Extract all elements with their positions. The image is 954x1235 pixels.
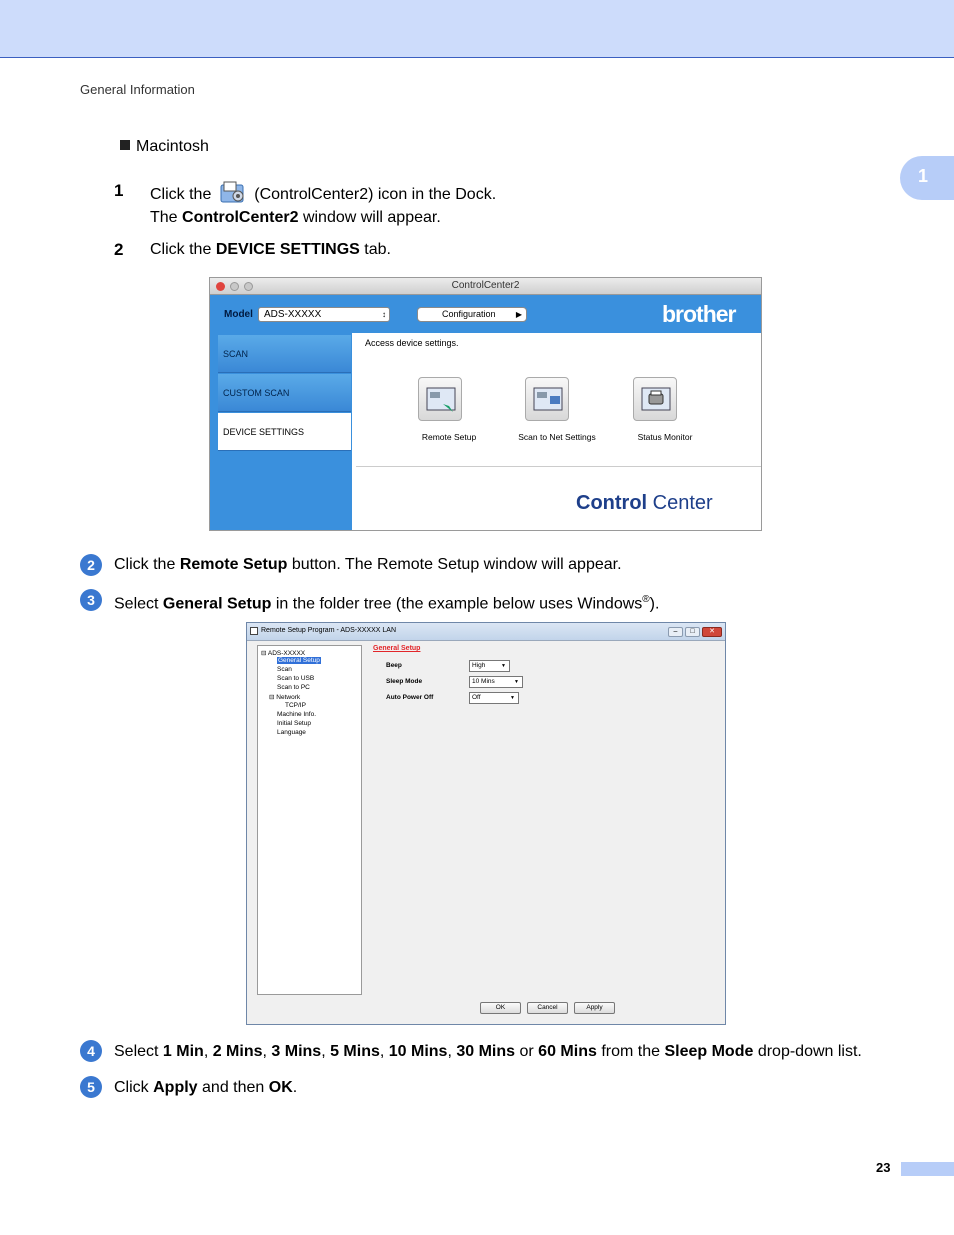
circled-step-number: 3 xyxy=(80,589,102,611)
triangle-right-icon: ▶ xyxy=(515,310,522,319)
tree-root[interactable]: ⊟ ADS-XXXXX xyxy=(261,650,306,657)
beep-select[interactable]: High ▼ xyxy=(469,660,510,672)
remote-setup-label: Remote Setup xyxy=(421,432,477,442)
cc-description: Access device settings. xyxy=(365,338,459,348)
brother-logo: brother xyxy=(662,301,736,327)
cc-divider xyxy=(356,466,762,467)
cc-sidebar xyxy=(210,333,352,531)
circled-step-number: 5 xyxy=(80,1076,102,1098)
configuration-button[interactable]: Configuration ▶ xyxy=(417,307,527,322)
chapter-tab xyxy=(900,156,954,200)
cc-titlebar xyxy=(210,278,761,295)
controlcenter2-window xyxy=(209,277,762,531)
rs-titlebar xyxy=(247,623,725,641)
circled-step-5-text: Click Apply and then OK. xyxy=(114,1079,298,1096)
status-monitor-label: Status Monitor xyxy=(637,432,693,442)
top-header-band xyxy=(0,0,954,58)
tab-device-settings[interactable]: DEVICE SETTINGS xyxy=(218,413,351,451)
section-title: General Setup xyxy=(373,645,421,652)
remote-setup-icon xyxy=(418,377,462,421)
stepper-icon: ↕ xyxy=(382,310,386,319)
controlcenter2-icon xyxy=(218,180,248,206)
tree-item-language[interactable]: Language xyxy=(277,729,306,736)
step-number: 2 xyxy=(114,240,124,259)
circled-step-4-text: Select 1 Min, 2 Mins, 3 Mins, 5 Mins, 10 Mins, 30 Mins or 60 Mins from the Sleep Mode drop-down list. xyxy=(114,1043,862,1060)
tree-item-machine-info[interactable]: Machine Info. xyxy=(277,711,317,718)
circled-step-number: 2 xyxy=(80,554,102,576)
tab-custom-scan[interactable]: CUSTOM SCAN xyxy=(218,374,351,412)
sleep-mode-label: Sleep Mode xyxy=(386,678,423,685)
scan-to-net-button[interactable] xyxy=(517,377,577,425)
scan-to-net-icon xyxy=(525,377,569,421)
page-number-bar xyxy=(901,1162,954,1176)
cc-window-title: ControlCenter2 xyxy=(451,280,520,291)
tree-item-scan-to-usb[interactable]: Scan to USB xyxy=(277,675,315,682)
dropdown-arrow-icon: ▼ xyxy=(501,663,506,669)
tree-item-network[interactable]: ⊟ Network xyxy=(269,694,301,701)
tree-item-general-setup[interactable]: General Setup xyxy=(278,657,320,664)
circled-step-3-text: Select General Setup in the folder tree (the example below uses Windows®). xyxy=(114,594,660,613)
model-label: Model xyxy=(224,309,253,320)
auto-power-off-label: Auto Power Off xyxy=(386,694,434,701)
square-bullet-icon xyxy=(120,140,130,150)
minimize-icon[interactable]: – xyxy=(668,627,683,637)
cc-toolbar xyxy=(210,295,762,333)
scan-to-net-label: Scan to Net Settings xyxy=(518,432,596,442)
circled-step-2-text: Click the Remote Setup button. The Remote Setup window will appear. xyxy=(114,556,622,573)
chapter-number: 1 xyxy=(918,166,929,186)
controlcenter-logo: Control Center xyxy=(576,492,713,514)
beep-label: Beep xyxy=(386,662,402,669)
bullet-macintosh: Macintosh xyxy=(120,138,209,156)
model-select[interactable]: ADS-XXXXX ↕ xyxy=(258,307,390,322)
step-1-text: Click the (ControlCenter2) icon in the Dock. The ControlCenter2 window will appear. xyxy=(150,180,496,229)
remote-setup-button[interactable] xyxy=(410,377,470,425)
page-number: 23 xyxy=(876,1160,891,1175)
running-header: General Information xyxy=(80,82,195,97)
rs-window-title: Remote Setup Program - ADS-XXXXX LAN xyxy=(261,627,396,634)
dropdown-arrow-icon: ▼ xyxy=(514,679,519,685)
close-icon[interactable]: ✕ xyxy=(702,627,722,637)
sleep-mode-select[interactable]: 10 Mins ▼ xyxy=(469,676,523,688)
step-number: 1 xyxy=(114,181,124,200)
circled-step-number: 4 xyxy=(80,1040,102,1062)
status-monitor-button[interactable] xyxy=(625,377,685,425)
app-icon xyxy=(250,627,258,635)
tree-item-scan[interactable]: Scan xyxy=(277,666,292,673)
apply-button[interactable]: Apply xyxy=(574,1002,615,1014)
dropdown-arrow-icon: ▼ xyxy=(510,695,515,701)
tree-item-tcpip[interactable]: TCP/IP xyxy=(285,702,306,709)
cancel-button[interactable]: Cancel xyxy=(527,1002,568,1014)
tab-scan[interactable]: SCAN xyxy=(218,335,351,373)
maximize-icon[interactable]: □ xyxy=(685,627,700,637)
folder-tree xyxy=(257,645,362,995)
tree-item-initial-setup[interactable]: Initial Setup xyxy=(277,720,311,727)
tree-item-scan-to-pc[interactable]: Scan to PC xyxy=(277,684,310,691)
ok-button[interactable]: OK xyxy=(480,1002,521,1014)
auto-power-off-select[interactable]: Off ▼ xyxy=(469,692,519,704)
step-2-text: Click the DEVICE SETTINGS tab. xyxy=(150,241,391,258)
status-monitor-icon xyxy=(633,377,677,421)
remote-setup-window xyxy=(246,622,726,1025)
